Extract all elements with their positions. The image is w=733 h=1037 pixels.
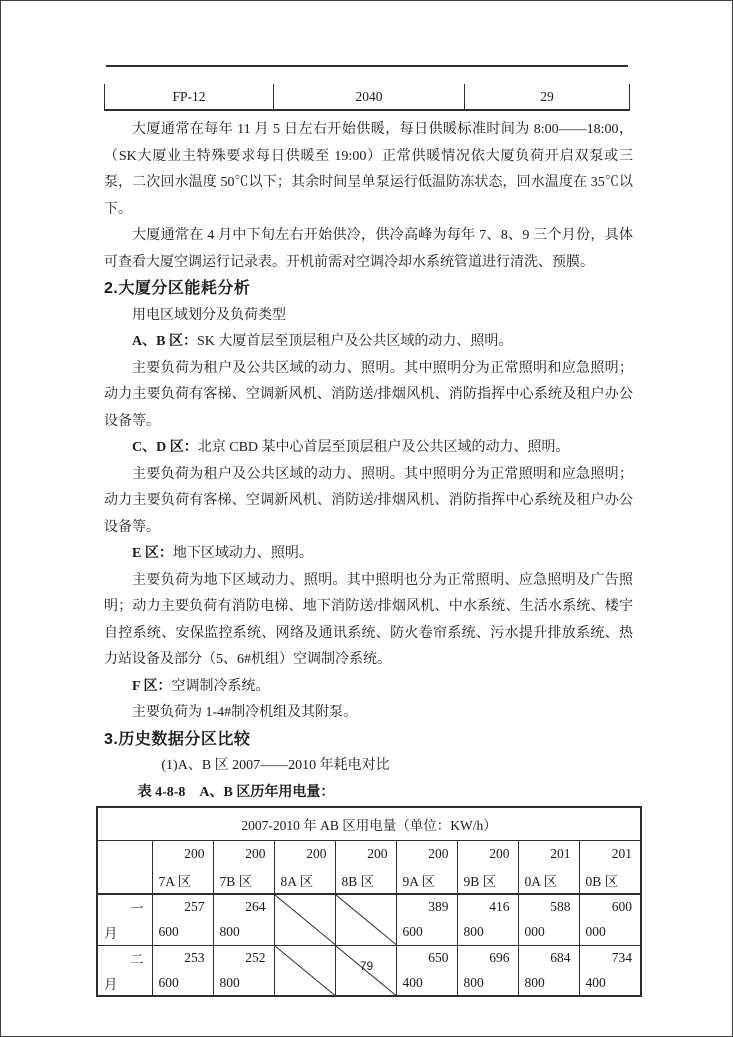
continued-cell-model: FP-12 [105,84,274,110]
table-continuation-rule [106,65,628,67]
cell-line-top: 201 [611,845,633,861]
year-header-cell [579,840,641,894]
cell-line-top: 一 [130,901,144,917]
cell-line-bottom: 600 [402,924,423,940]
cell-line-top: 253 [184,949,205,965]
cell-line-bottom: 800 [463,974,484,990]
section-2-heading: 2.大厦分区能耗分析 [104,280,251,297]
zone-e-label: E 区： [132,546,173,561]
cell-line-bottom: 600 [158,924,179,940]
cell-line-bottom: 800 [463,924,484,940]
cell-line-top: 696 [489,949,510,965]
cell-line-top: 200 [184,845,205,861]
cell-line-top: 734 [611,949,633,965]
cell-line-bottom: 800 [219,974,240,990]
zone-cd-detail: 主要负荷为租户及公共区域的动力、照明。其中照明分为正常照明和应急照明；动力主要负荷有客梯、空调新风机、消防送/排烟风机、消防指挥中心系统及租户办公设备等。 [104,466,633,535]
zone-e-line [104,541,633,568]
cell-line-bottom: 600 [158,974,179,990]
table-title-row [97,807,641,840]
cell-line-top: 二 [130,951,144,967]
zone-cd-line [104,435,633,462]
year-header-cell [152,840,213,894]
cell-line-bottom: 400 [402,974,423,990]
cell-line-bottom: 800 [524,974,545,990]
page-number: 79 [359,959,374,973]
table-row [105,84,630,110]
cell-line-top: 650 [428,949,449,965]
data-cell [396,894,457,945]
table-row-january [97,894,641,945]
zone-ab-detail: 主要负荷为租户及公共区域的动力、照明。其中照明分为正常照明和应急照明；动力主要负荷有客梯、空调新风机、消防送/排烟风机、消防指挥中心系统及租户办公设备等。 [104,360,633,429]
cell-line-top: 200 [367,845,388,861]
year-header-cell [457,840,518,894]
cell-line-top: 389 [428,899,449,915]
zone-ab-desc: SK 大厦首层至顶层租户及公共区域的动力、照明。 [196,334,513,349]
paragraph-heating: 大厦通常在每年 11 月 5 日左右开始供暖，每日供暖标准时间为 8:00——18:00，（SK大厦业主特殊要求每日供暖至 19:00）正常供暖情况依大厦负荷开启双泵或三泵，二次回水温度 50℃以下；其余时间呈单泵运行低温防冻状态，回水温度在 35℃以下。 [104,122,633,217]
cell-line-bottom: 月 [104,926,118,942]
corner-cell [97,840,152,894]
cell-line-top: 600 [611,899,633,915]
zone-type-intro: 用电区域划分及负荷类型 [132,307,286,323]
continued-cell-value: 2040 [274,84,465,110]
cell-line-bottom: 000 [524,924,545,940]
cell-line-top: 200 [245,845,266,861]
cell-line-bottom: 400 [585,974,606,990]
zone-f-line [104,674,633,701]
cell-line-bottom: 9A 区 [402,873,436,889]
year-header-cell [335,840,396,894]
cell-line-top: 257 [184,899,205,915]
zone-ab-line [104,329,633,356]
data-cell [579,894,641,945]
year-header-cell [518,840,579,894]
cell-line-bottom: 8B 区 [341,873,375,889]
zone-cd-label: C、D 区： [132,440,198,455]
cell-line-bottom: 000 [585,924,606,940]
cell-line-bottom: 8A 区 [280,873,314,889]
zone-e-desc: 地下区域动力、照明。 [172,546,313,561]
section-3-heading: 3.历史数据分区比较 [104,730,251,748]
zone-cd-desc: 北京 CBD 某中心首层至顶层租户及公共区域的动力、照明。 [197,440,570,455]
cell-line-top: 684 [550,949,571,965]
cell-line-top: 264 [245,899,266,915]
page-content [104,65,633,997]
cell-line-bottom: 7B 区 [219,873,253,889]
cell-line-top: 588 [550,899,571,915]
cell-line-top: 200 [306,845,327,861]
zone-f-detail: 主要负荷为 1-4#制冷机组及其附泵。 [132,705,358,720]
energy-table-caption: 表 4-8-8 A、B 区历年用电量： [137,784,335,800]
empty-cell-diagonal [274,894,335,945]
empty-cell-diagonal [335,894,396,945]
year-header-cell [213,840,274,894]
data-cell [457,894,518,945]
continued-table [104,84,630,111]
cell-line-top: 200 [489,845,510,861]
cell-line-bottom: 0A 区 [524,873,558,889]
data-cell [518,894,579,945]
year-header-cell [396,840,457,894]
cell-line-top: 252 [245,949,266,965]
zone-f-desc: 空调制冷系统。 [171,678,270,694]
cell-line-bottom: 月 [104,976,118,992]
data-cell [152,894,213,945]
table-header-row [97,840,641,894]
table-title-cell: 2007-2010 年 AB 区用电量（单位：KW/h） [97,807,641,840]
cell-line-top: 416 [489,899,510,915]
cell-line-top: 201 [550,845,571,861]
cell-line-bottom: 7A 区 [158,873,192,889]
cell-line-bottom: 9B 区 [463,873,497,889]
zone-f-label: F 区： [132,678,172,694]
cell-line-top: 200 [428,845,449,861]
continued-cell-count: 29 [465,84,630,110]
zone-e-detail: 主要负荷为地下区域动力、照明。其中照明也分为正常照明、应急照明及广告照明；动力主要负荷有消防电梯、地下消防送/排烟风机、中水系统、生活水系统、楼宇自控系统、安保监控系统、网络及通讯系统、防火卷帘系统、污水提升排放系统、热力站设备及部分（5、6#机组）空调制冷系统。 [104,572,633,667]
cell-line-bottom: 0B 区 [585,873,619,889]
paragraph-cooling: 大厦通常在 4 月中下旬左右开始供冷，供冷高峰为每年 7、8、9 三个月份，具体可查看大厦空调运行记录表。开机前需对空调冷却水系统管道进行清洗、预膜。 [104,228,633,270]
zone-ab-label: A、B 区： [132,334,197,349]
cell-line-bottom: 800 [219,924,240,940]
section-3-sub-item: (1)A、B 区 2007——2010 年耗电对比 [161,758,390,773]
year-header-cell [274,840,335,894]
month-cell [97,894,152,945]
data-cell [213,894,274,945]
